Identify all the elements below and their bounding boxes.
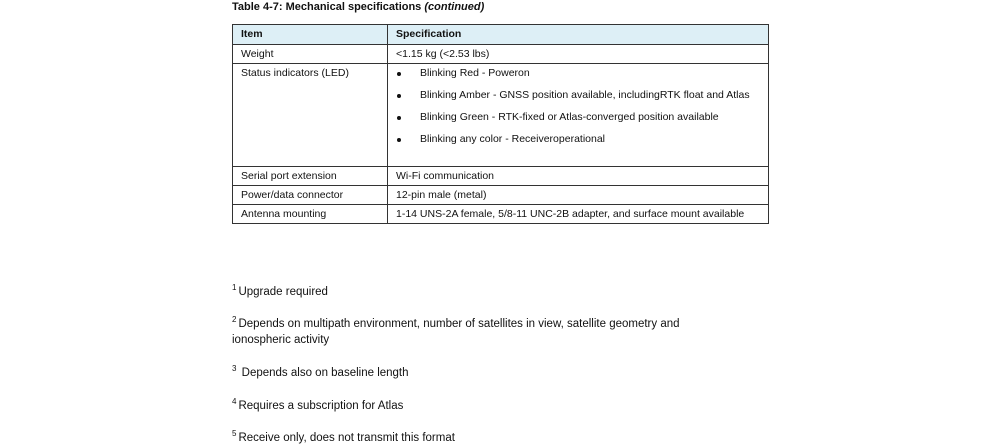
row-serial-spec: Wi-Fi communication (388, 167, 769, 186)
table-row (233, 64, 769, 167)
row-weight-item: Weight (233, 45, 388, 64)
row-power-spec: 12-pin male (metal) (388, 186, 769, 205)
row-antenna-item: Antenna mounting (233, 205, 388, 224)
list-item: Blinking Amber - GNSS position available, includingRTK float and Atlas (396, 88, 761, 103)
footnote-2: $^2$ Depends on multipath environment, number of satellites in view, satellite geometry and ionospheric activity (232, 315, 680, 346)
footnote-5: $^5$ Receive only, does not transmit this format (232, 429, 455, 444)
bullet-icon (397, 72, 401, 76)
table-row (233, 167, 769, 186)
header-item: Item (233, 25, 388, 45)
footnote-3: $^3$ Depends also on baseline length (232, 364, 409, 379)
table-row (233, 186, 769, 205)
row-serial-item: Serial port extension (233, 167, 388, 186)
caption-prefix: Table 4-7: Mechanical specifications (232, 1, 425, 13)
row-status-spec (388, 64, 769, 167)
row-weight-spec: <1.15 kg (<2.53 lbs) (388, 45, 769, 64)
bullet-icon (397, 94, 401, 98)
row-status-item: Status indicators (LED) (233, 64, 388, 167)
header-specification: Specification (388, 25, 769, 45)
footnotes (232, 280, 732, 446)
caption-continued: (continued) (424, 1, 485, 13)
row-power-item: Power/data connector (233, 186, 388, 205)
mechanical-specs-table (232, 24, 769, 224)
led-status-list (396, 66, 761, 147)
list-item: Blinking any color - Receiveroperational (396, 132, 761, 147)
list-item: Blinking Green - RTK-fixed or Atlas-converged position available (396, 110, 761, 125)
bullet-icon (397, 116, 401, 120)
row-antenna-spec: 1-14 UNS-2A female, 5/8-11 UNC-2B adapter, and surface mount available (388, 205, 769, 224)
table-caption (232, 1, 484, 13)
table-row (233, 205, 769, 224)
footnote-4: $^4$ Requires a subscription for Atlas (232, 397, 404, 412)
bullet-icon (397, 138, 401, 142)
list-item: Blinking Red - Poweron (396, 66, 761, 81)
table-row (233, 45, 769, 64)
table-header-row (233, 25, 769, 45)
footnote-1: $^1$ Upgrade required (232, 283, 328, 298)
